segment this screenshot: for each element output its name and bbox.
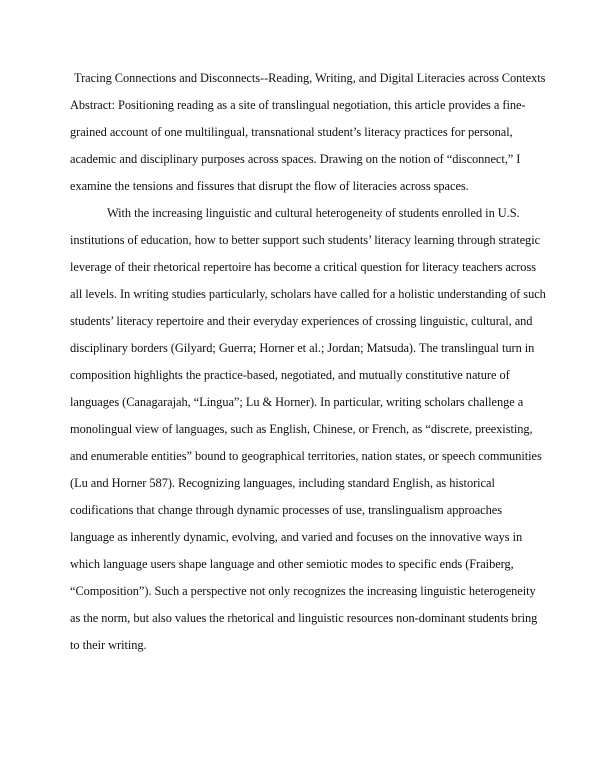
body-line: to their writing. xyxy=(70,638,147,652)
body-line: all levels. In writing studies particularly, scholars have called for a holistic understanding of such xyxy=(70,287,546,301)
body-line: monolingual view of languages, such as English, Chinese, or French, as “discrete, preexisting, xyxy=(70,422,533,436)
abstract-line: academic and disciplinary purposes across spaces. Drawing on the notion of “disconnect,” I xyxy=(70,152,521,166)
body-line: disciplinary borders (Gilyard; Guerra; Horner et al.; Jordan; Matsuda). The translingual turn in xyxy=(70,341,535,355)
body-line: as the norm, but also values the rhetorical and linguistic resources non-dominant students bring xyxy=(70,611,538,625)
body-line: languages (Canagarajah, “Lingua”; Lu & Horner). In particular, writing scholars challenge a xyxy=(70,395,524,409)
body-line: codifications that change through dynamic processes of use, translingualism approaches xyxy=(70,503,502,517)
body-line: institutions of education, how to better support such students’ literacy learning through strategic xyxy=(70,233,541,247)
abstract-line: examine the tensions and fissures that disrupt the flow of literacies across spaces. xyxy=(70,179,469,193)
body-line: leverage of their rhetorical repertoire has become a critical question for literacy teachers across xyxy=(70,260,536,274)
body-line: language as inherently dynamic, evolving, and varied and focuses on the innovative ways in xyxy=(70,530,523,544)
body-line: (Lu and Horner 587). Recognizing languages, including standard English, as historical xyxy=(70,476,495,490)
abstract-line: Abstract: Positioning reading as a site of translingual negotiation, this article provides a fine- xyxy=(70,98,526,112)
body-line: students’ literacy repertoire and their everyday experiences of crossing linguistic, cultural, and xyxy=(70,314,533,328)
abstract-line: grained account of one multilingual, transnational student’s literacy practices for personal, xyxy=(70,125,513,139)
body-line: and enumerable entities” bound to geographical territories, nation states, or speech communities xyxy=(70,449,542,463)
body-line: composition highlights the practice-based, negotiated, and mutually constitutive nature of xyxy=(70,368,510,382)
body-line: With the increasing linguistic and cultural heterogeneity of students enrolled in U.S. xyxy=(107,206,520,220)
body-line: which language users shape language and other semiotic modes to specific ends (Fraiberg, xyxy=(70,557,514,571)
body-line: “Composition”). Such a perspective not only recognizes the increasing linguistic heterogeneity xyxy=(70,584,536,598)
document-title: Tracing Connections and Disconnects--Reading, Writing, and Digital Literacies across Contexts xyxy=(74,71,546,85)
